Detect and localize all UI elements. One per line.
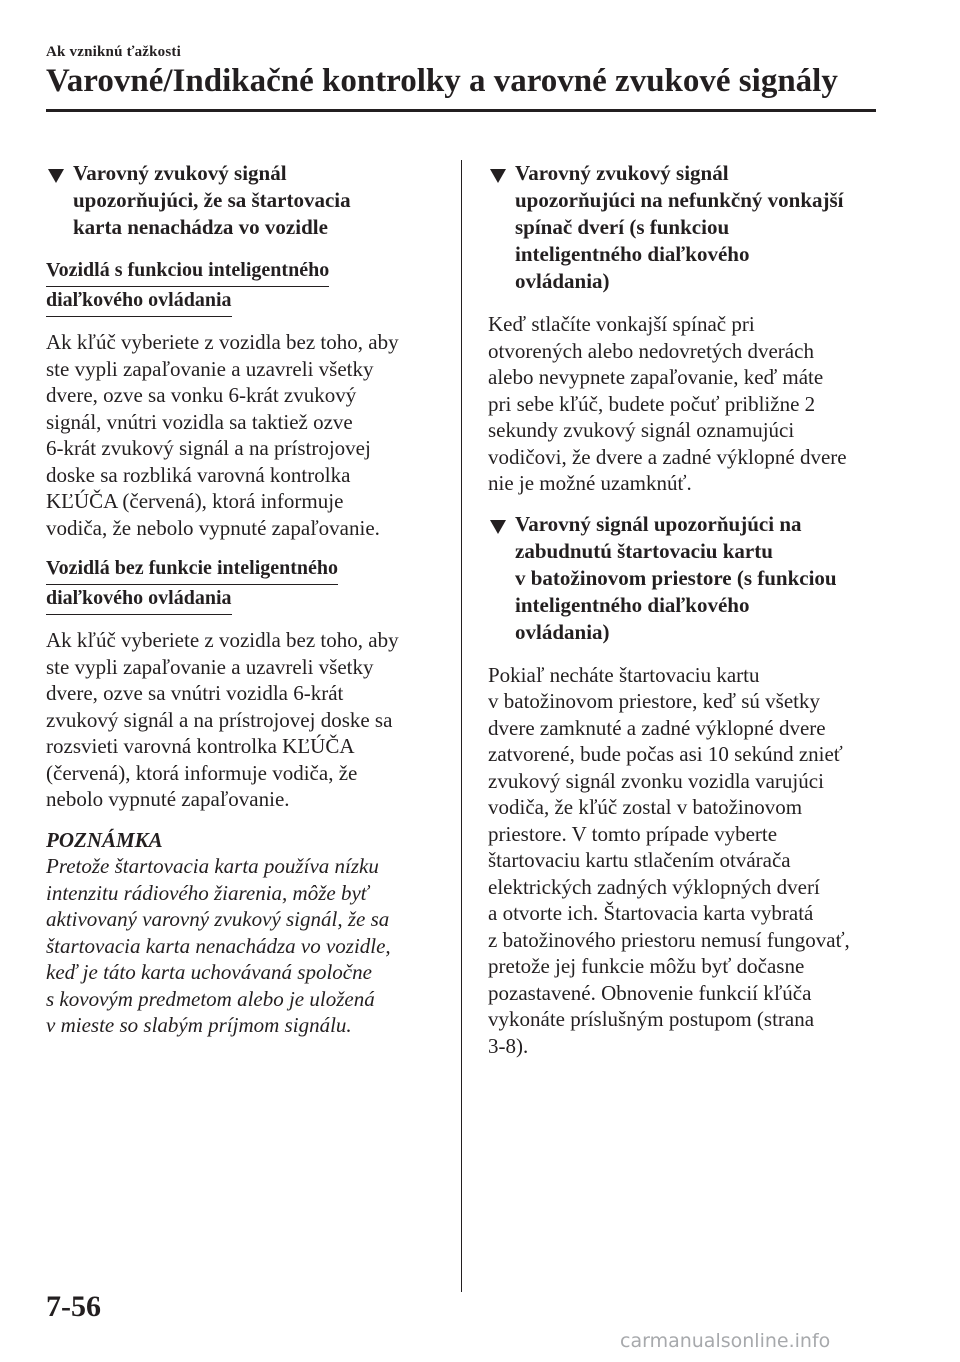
sub-heading-line: diaľkového ovládania: [46, 287, 232, 317]
sub-heading-with-smart-key: [46, 257, 429, 317]
text-line: keď je táto karta uchovávaná spoločne: [46, 960, 372, 984]
heading-line: Varovný signál upozorňujúci na: [515, 511, 802, 536]
heading-line: v batožinovom priestore (s funkciou: [515, 565, 837, 590]
watermark: carmanualsonline.info: [620, 1330, 831, 1352]
text-line: nie je možné uzamknúť.: [488, 471, 692, 495]
text-line: Pretože štartovacia karta používa nízku: [46, 854, 379, 878]
text-line: signál, vnútri vozidla sa taktiež ozve: [46, 409, 353, 434]
chapter-label: Ak vzniknú ťažkosti: [46, 44, 181, 60]
heading-line: upozorňujúci, že sa štartovacia: [73, 188, 351, 212]
text-line: v batožinovom priestore, keď sú všetky: [488, 689, 821, 713]
heading-line: zabudnutú štartovaciu kartu: [515, 538, 773, 563]
text-line: vodičovi, že dvere a zadné výklopné dvere: [488, 444, 847, 469]
page-title: Varovné/Indikačné kontrolky a varovné zvukové signály: [46, 63, 838, 99]
text-line: doske sa rozbliká varovná kontrolka: [46, 462, 351, 487]
text-line: 3-8).: [488, 1033, 529, 1058]
text-line: 6-krát zvukový signál a na prístrojovej: [46, 436, 371, 460]
page-number: 7-56: [46, 1290, 101, 1323]
paragraph-door-switch: [488, 311, 871, 497]
sub-heading-line: Vozidlá bez funkcie inteligentného: [46, 555, 338, 585]
text-line: dvere, ozve sa vonku 6-krát zvukový: [46, 383, 357, 407]
note-label: POZNÁMKA: [46, 827, 163, 852]
header-rule: [46, 109, 876, 112]
text-line: (červená), ktorá informuje vodiča, že: [46, 760, 358, 785]
text-line: sekundy zvukový signál oznamujúci: [488, 418, 795, 442]
text-line: rozsvieti varovná kontrolka KĽÚČA: [46, 734, 355, 758]
text-line: dvere zamknuté a zadné výklopné dvere: [488, 715, 826, 740]
heading-line: Varovný zvukový signál: [73, 161, 287, 185]
heading-line: upozorňujúci na nefunkčný vonkajší: [515, 188, 844, 212]
note-block: [46, 827, 429, 1039]
section-heading-card-in-luggage: [488, 511, 871, 646]
heading-line: inteligentného diaľkového: [515, 592, 750, 617]
section-heading-door-switch: [488, 160, 871, 295]
heading-line: Varovný zvukový signál: [515, 161, 729, 185]
text-line: nebolo vypnuté zapaľovanie.: [46, 787, 290, 811]
text-line: zvukový signál zvonku vozidla varujúci: [488, 768, 824, 793]
text-line: z batožinového priestoru nemusí fungovať,: [488, 927, 850, 952]
text-line: Ak kľúč vyberiete z vozidla bez toho, aby: [46, 330, 399, 354]
section-heading-card-missing: [46, 160, 429, 241]
text-line: vodiča, že kľúč zostal v batožinovom: [488, 795, 803, 819]
text-line: dvere, ozve sa vnútri vozidla 6-krát: [46, 681, 344, 705]
text-line: pretože jej funkcie môžu byť dočasne: [488, 954, 805, 978]
heading-line: ovládania): [515, 619, 610, 644]
text-line: zvukový signál a na prístrojovej doske sa: [46, 707, 393, 732]
heading-line: inteligentného diaľkového: [515, 242, 750, 266]
sub-heading-line: Vozidlá s funkciou inteligentného: [46, 257, 329, 287]
text-line: elektrických zadných výklopných dverí: [488, 874, 820, 899]
text-line: ste vypli zapaľovanie a uzavreli všetky: [46, 356, 374, 381]
text-line: otvorených alebo nedovretých dverách: [488, 338, 814, 363]
heading-line: spínač dverí (s funkciou: [515, 215, 730, 239]
text-line: Keď stlačíte vonkajší spínač pri: [488, 312, 755, 336]
text-line: aktivovaný varovný zvukový signál, že sa: [46, 907, 390, 931]
text-line: s kovovým predmetom alebo je uložená: [46, 986, 375, 1011]
paragraph-card-in-luggage: [488, 662, 871, 1060]
text-line: KĽÚČA (červená), ktorá informuje: [46, 489, 344, 513]
text-line: vodiča, že nebolo vypnuté zapaľovanie.: [46, 515, 380, 540]
heading-line: karta nenachádza vo vozidle: [73, 215, 328, 239]
text-line: zatvorené, bude počas asi 10 sekúnd znieť: [488, 742, 843, 766]
text-line: v mieste so slabým príjmom signálu.: [46, 1013, 352, 1037]
text-line: pri sebe kľúč, budete počuť približne 2: [488, 391, 816, 416]
paragraph-without-smart-key: [46, 627, 429, 813]
text-line: Pokiaľ necháte štartovaciu kartu: [488, 662, 760, 687]
text-line: vykonáte príslušným postupom (strana: [488, 1007, 815, 1031]
triangle-bullet-icon: [48, 169, 64, 183]
left-column: [46, 160, 429, 1039]
sub-heading-without-smart-key: [46, 555, 429, 615]
text-line: štartovacia karta nenachádza vo vozidle,: [46, 933, 391, 958]
triangle-bullet-icon: [490, 169, 506, 183]
column-divider: [461, 160, 462, 1292]
text-line: priestore. V tomto prípade vyberte: [488, 821, 778, 846]
text-line: štartovaciu kartu stlačením otvárača: [488, 848, 791, 872]
text-line: alebo nevypnete zapaľovanie, keď máte: [488, 365, 824, 389]
text-line: a otvorte ich. Štartovacia karta vybratá: [488, 901, 814, 925]
sub-heading-line: diaľkového ovládania: [46, 585, 232, 615]
text-line: intenzitu rádiového žiarenia, môže byť: [46, 880, 369, 905]
text-line: ste vypli zapaľovanie a uzavreli všetky: [46, 654, 374, 679]
text-line: Ak kľúč vyberiete z vozidla bez toho, aby: [46, 628, 399, 652]
triangle-bullet-icon: [490, 520, 506, 534]
text-line: pozastavené. Obnovenie funkcií kľúča: [488, 980, 812, 1005]
heading-line: ovládania): [515, 269, 610, 293]
right-column: [488, 160, 871, 1073]
paragraph-with-smart-key: [46, 329, 429, 541]
note-body: [46, 853, 429, 1039]
